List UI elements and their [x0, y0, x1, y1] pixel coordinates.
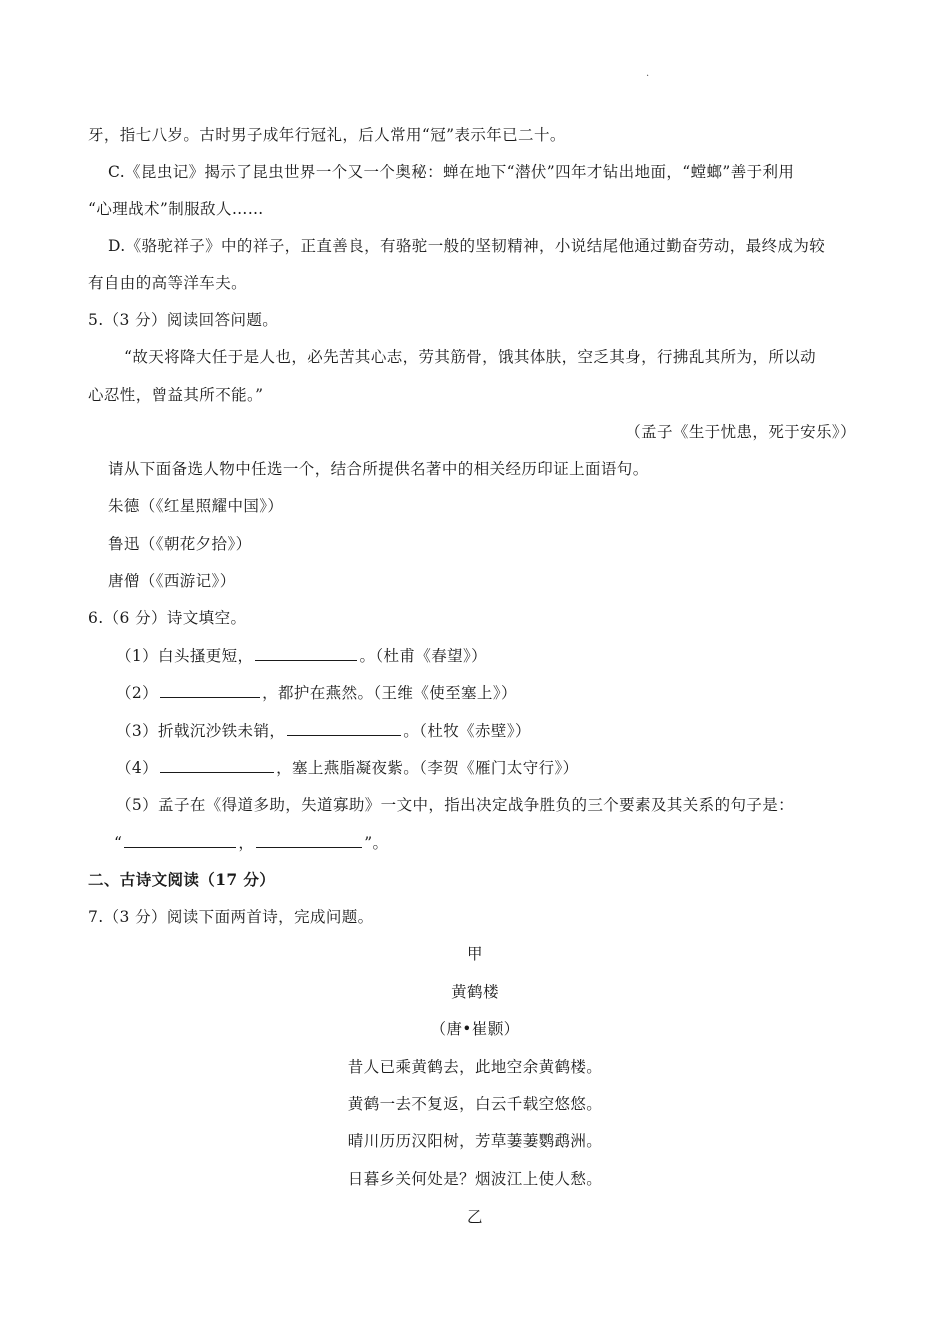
q7-title: 7.（3 分）阅读下面两首诗，完成问题。 — [88, 908, 374, 926]
q5-quote-line2: 心忍性，曾益其所不能。” — [88, 386, 264, 404]
answer-blank[interactable] — [160, 756, 274, 773]
answer-blank[interactable] — [124, 831, 236, 848]
q6-item-4-prefix: （4） — [116, 759, 159, 777]
q5-source: （孟子《生于忧患，死于安乐》） — [625, 423, 856, 441]
q6-item-3-suffix: 。（杜牧《赤壁》） — [403, 722, 531, 740]
q6-item-1-suffix: 。（杜甫《春望》） — [359, 647, 488, 665]
q6-item-5-line1: （5）孟子在《得道多助，失道寡助》一文中，指出决定战争胜负的三个要素及其关系的句子是： — [116, 796, 795, 814]
q6-item-1-prefix: （1）白头搔更短， — [116, 647, 254, 665]
q5-instruction: 请从下面备选人物中任选一个，结合所提供名著中的相关经历印证上面语句。 — [108, 460, 649, 478]
q6-item-2-suffix: ，都护在燕然。（王维《使至塞上》） — [262, 684, 517, 702]
answer-blank[interactable] — [160, 681, 260, 698]
q6-item-2 — [116, 681, 517, 704]
poem-a-author: （唐•崔颢） — [430, 1020, 520, 1038]
q5-candidate: 鲁迅（《朝花夕拾》） — [108, 535, 252, 553]
open-quote: “ — [114, 834, 123, 852]
poem-line: 晴川历历汉阳树，芳草萋萋鹦鹉洲。 — [347, 1132, 603, 1150]
q6-title: 6.（6 分）诗文填空。 — [88, 609, 247, 627]
q5-candidate: 朱德（《红星照耀中国》） — [108, 497, 284, 515]
q6-item-3-prefix: （3）折戟沉沙铁未销， — [116, 722, 286, 740]
answer-blank[interactable] — [256, 831, 362, 848]
poem-line: 昔人已乘黄鹤去，此地空余黄鹤楼。 — [347, 1058, 603, 1076]
section-heading: 二、古诗文阅读（17 分） — [88, 870, 276, 889]
q6-item-3 — [116, 719, 531, 742]
q4-option-c-line1: C.《昆虫记》揭示了昆虫世界一个又一个奥秘：蝉在地下“潜伏”四年才钻出地面，“螳螂”善于利用 — [108, 163, 795, 181]
close-quote: ”。 — [364, 834, 389, 852]
page-mark: . — [646, 68, 650, 79]
q6-item-4-suffix: ，塞上燕脂凝夜紫。（李贺《雁门太守行》） — [276, 759, 579, 777]
answer-blank[interactable] — [287, 719, 401, 736]
comma: ， — [238, 834, 255, 852]
answer-blank[interactable] — [255, 644, 357, 661]
poem-line: 黄鹤一去不复返，白云千载空悠悠。 — [347, 1095, 603, 1113]
q5-candidate: 唐僧（《西游记》） — [108, 572, 236, 590]
q5-title: 5.（3 分）阅读回答问题。 — [88, 311, 279, 329]
q4-option-b-end: 牙，指七八岁。古时男子成年行冠礼，后人常用“冠”表示年已二十。 — [88, 126, 566, 144]
poem-b-label: 乙 — [467, 1208, 483, 1226]
poem-line: 日暮乡关何处是？烟波江上使人愁。 — [347, 1170, 603, 1188]
q6-item-1 — [116, 644, 487, 667]
q6-item-5-line2 — [114, 831, 388, 854]
q4-option-d-line1: D.《骆驼祥子》中的祥子，正直善良，有骆驼一般的坚韧精神，小说结尾他通过勤奋劳动，最终成为较 — [108, 237, 826, 255]
poem-a-label: 甲 — [467, 945, 483, 963]
q6-item-2-prefix: （2） — [116, 684, 159, 702]
q4-option-d-line2: 有自由的高等洋车夫。 — [88, 274, 248, 292]
q4-option-c-line2: “心理战术”制服敌人…… — [88, 200, 264, 218]
q6-item-4 — [116, 756, 579, 779]
poem-a-title: 黄鹤楼 — [451, 983, 499, 1001]
q5-quote-line1: “故天将降大任于是人也，必先苦其心志，劳其筋骨，饿其体肤，空乏其身，行拂乱其所为，所以动 — [124, 348, 817, 366]
